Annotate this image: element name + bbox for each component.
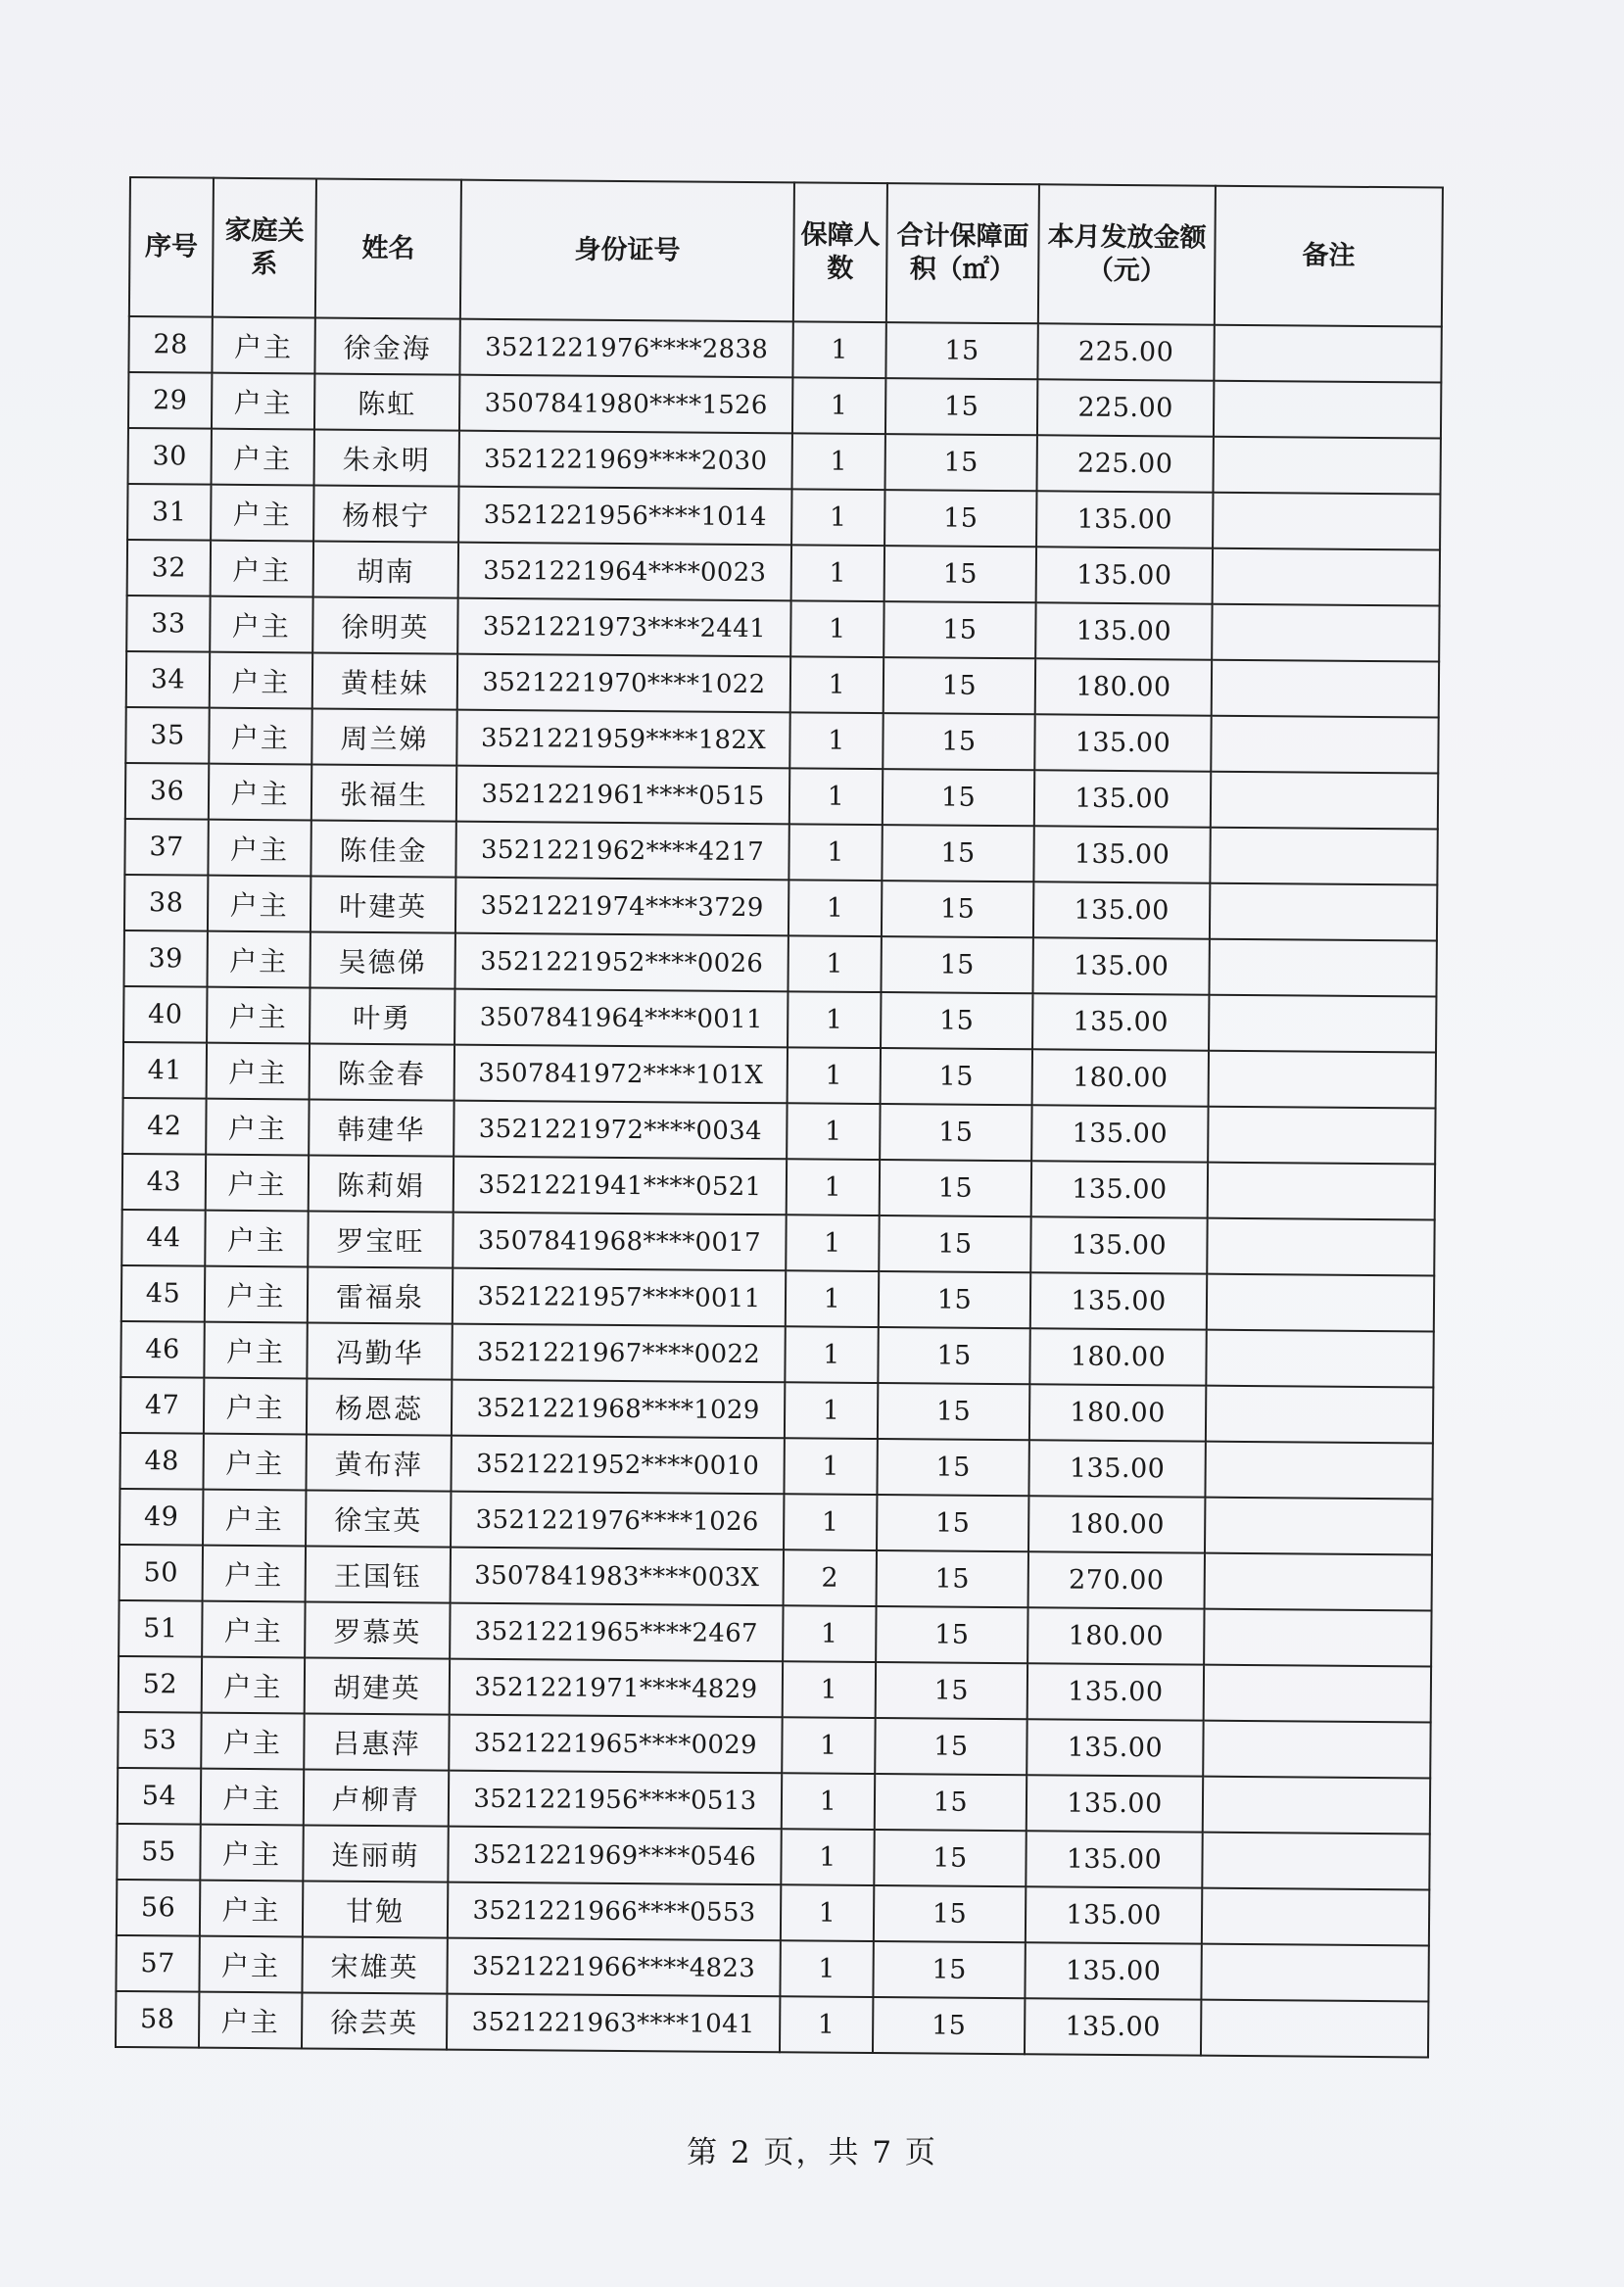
table-row <box>126 596 1439 662</box>
cell-amount: 135.00 <box>1032 937 1209 994</box>
cell-area: 15 <box>885 322 1037 379</box>
cell-seq: 29 <box>128 372 212 429</box>
cell-name: 徐明英 <box>312 596 457 653</box>
cell-persons: 1 <box>789 712 883 769</box>
cell-seq: 31 <box>127 484 211 541</box>
cell-persons: 1 <box>787 1159 880 1215</box>
cell-name: 胡南 <box>313 541 458 597</box>
cell-id-number: 3521221952****0010 <box>451 1436 784 1495</box>
cell-amount: 180.00 <box>1029 1328 1206 1385</box>
cell-seq: 54 <box>118 1768 201 1825</box>
cell-name: 吕惠萍 <box>304 1713 449 1770</box>
cell-area: 15 <box>877 1495 1028 1551</box>
cell-amount: 135.00 <box>1026 1886 1202 1943</box>
cell-name: 杨恩蕊 <box>307 1378 452 1435</box>
table-row <box>119 1600 1431 1667</box>
cell-id-number: 3521221965****0029 <box>449 1715 782 1774</box>
cell-seq: 49 <box>119 1489 203 1546</box>
table-row <box>128 372 1441 439</box>
cell-persons: 1 <box>783 1661 876 1718</box>
cell-name: 吴德俤 <box>310 931 454 988</box>
table-row <box>128 316 1441 383</box>
table-row <box>125 763 1438 830</box>
cell-seq: 40 <box>123 986 207 1043</box>
cell-seq: 36 <box>125 763 209 820</box>
cell-id-number: 3521221976****2838 <box>459 319 792 378</box>
cell-remark <box>1213 548 1440 606</box>
cell-name: 朱永明 <box>314 429 459 486</box>
cell-amount: 135.00 <box>1025 1998 1201 2055</box>
cell-persons: 1 <box>785 1326 878 1383</box>
cell-name: 陈虹 <box>314 373 459 430</box>
cell-id-number: 3507841972****101X <box>454 1045 788 1104</box>
cell-id-number: 3521221941****0521 <box>454 1157 787 1215</box>
cell-persons: 1 <box>791 489 884 546</box>
cell-remark <box>1207 1218 1434 1276</box>
cell-area: 15 <box>875 1718 1027 1775</box>
cell-id-number: 3521221952****0026 <box>454 933 788 992</box>
cell-relation: 户主 <box>207 987 310 1044</box>
table-row <box>116 1991 1428 2058</box>
table-row <box>123 1042 1436 1109</box>
cell-id-number: 3521221959****182X <box>456 710 789 769</box>
cell-relation: 户主 <box>211 541 313 597</box>
cell-area: 15 <box>884 490 1036 547</box>
table-row <box>124 819 1437 885</box>
header-amount: 本月发放金额（元） <box>1038 184 1216 324</box>
cell-seq: 53 <box>118 1712 201 1769</box>
cell-seq: 56 <box>117 1880 200 1936</box>
cell-id-number: 3521221969****2030 <box>459 431 792 490</box>
cell-persons: 1 <box>786 1215 879 1271</box>
cell-amount: 225.00 <box>1037 435 1214 492</box>
cell-id-number: 3521221967****0022 <box>452 1324 785 1383</box>
cell-persons: 1 <box>788 1047 881 1104</box>
cell-remark <box>1207 1274 1434 1332</box>
cell-amount: 135.00 <box>1028 1440 1205 1497</box>
cell-relation: 户主 <box>208 876 310 932</box>
cell-id-number: 3507841983****003X <box>451 1548 784 1606</box>
cell-area: 15 <box>873 1997 1025 2054</box>
cell-persons: 1 <box>784 1494 877 1550</box>
cell-amount: 135.00 <box>1036 547 1213 603</box>
cell-id-number: 3521221970****1022 <box>457 654 790 713</box>
cell-area: 15 <box>877 1550 1028 1607</box>
cell-amount: 135.00 <box>1030 1272 1207 1329</box>
cell-area: 15 <box>874 1885 1026 1942</box>
cell-persons: 1 <box>784 1438 877 1495</box>
cell-relation: 户主 <box>212 317 314 374</box>
cell-persons: 1 <box>781 1829 874 1885</box>
cell-area: 15 <box>881 936 1032 993</box>
cell-amount: 135.00 <box>1033 826 1210 882</box>
table-row <box>120 1321 1433 1388</box>
table-row <box>119 1433 1432 1500</box>
cell-remark <box>1201 2000 1428 2058</box>
cell-name: 徐金海 <box>314 317 459 374</box>
cell-persons: 1 <box>782 1773 875 1830</box>
cell-relation: 户主 <box>204 1378 307 1435</box>
table-row <box>121 1265 1434 1332</box>
table-row <box>116 1935 1428 2002</box>
cell-id-number: 3521221957****0011 <box>453 1268 786 1327</box>
cell-area: 15 <box>879 1271 1030 1328</box>
header-id: 身份证号 <box>460 180 794 322</box>
table-row <box>123 986 1436 1053</box>
cell-id-number: 3521221969****0546 <box>448 1827 781 1885</box>
cell-seq: 37 <box>124 819 208 876</box>
cell-name: 周兰娣 <box>311 708 456 765</box>
cell-name: 黄布萍 <box>306 1434 451 1491</box>
cell-relation: 户主 <box>201 1769 304 1826</box>
cell-remark <box>1202 1833 1429 1890</box>
cell-amount: 180.00 <box>1035 658 1212 715</box>
table-row <box>118 1712 1430 1779</box>
table-row <box>119 1489 1432 1555</box>
cell-seq: 47 <box>120 1377 204 1434</box>
table-row <box>124 930 1437 997</box>
allowance-table <box>115 176 1444 2058</box>
cell-seq: 32 <box>127 540 211 596</box>
cell-area: 15 <box>880 1104 1031 1161</box>
cell-relation: 户主 <box>208 931 310 988</box>
cell-area: 15 <box>878 1383 1029 1440</box>
cell-seq: 38 <box>124 875 208 931</box>
cell-id-number: 3521221976****1026 <box>451 1492 784 1550</box>
cell-id-number: 3521221961****0515 <box>456 766 789 825</box>
cell-persons: 1 <box>790 600 884 657</box>
cell-relation: 户主 <box>201 1713 304 1770</box>
cell-name: 冯勤华 <box>307 1322 452 1379</box>
cell-area: 15 <box>885 434 1037 491</box>
cell-area: 15 <box>883 769 1034 826</box>
cell-remark <box>1209 1051 1436 1109</box>
cell-name: 叶建英 <box>310 876 455 932</box>
cell-persons: 1 <box>786 1270 879 1327</box>
cell-remark <box>1205 1442 1432 1500</box>
cell-amount: 135.00 <box>1027 1663 1204 1720</box>
cell-relation: 户主 <box>205 1266 308 1323</box>
cell-remark <box>1213 437 1440 495</box>
cell-name: 甘勉 <box>303 1881 448 1937</box>
cell-id-number: 3521221974****3729 <box>455 878 788 936</box>
table-row <box>128 428 1441 495</box>
cell-name: 叶勇 <box>310 987 454 1044</box>
cell-id-number: 3521221963****1041 <box>447 1994 780 2053</box>
cell-amount: 135.00 <box>1034 770 1211 827</box>
table-row <box>119 1656 1431 1723</box>
table-header <box>129 177 1443 327</box>
cell-name: 罗慕英 <box>305 1601 450 1658</box>
cell-name: 陈金春 <box>310 1043 454 1100</box>
cell-remark <box>1202 1888 1429 1946</box>
cell-remark <box>1214 325 1441 383</box>
cell-name: 卢柳青 <box>304 1769 449 1826</box>
cell-id-number: 3507841968****0017 <box>453 1213 786 1271</box>
cell-seq: 57 <box>116 1935 199 1992</box>
cell-id-number: 3521221973****2441 <box>457 598 790 657</box>
cell-seq: 50 <box>119 1545 203 1601</box>
cell-amount: 270.00 <box>1028 1551 1205 1608</box>
cell-name: 陈佳金 <box>310 820 455 877</box>
cell-persons: 1 <box>790 656 884 713</box>
cell-area: 15 <box>882 825 1033 881</box>
cell-relation: 户主 <box>206 1155 309 1212</box>
cell-persons: 1 <box>788 880 882 936</box>
cell-seq: 39 <box>124 930 208 987</box>
cell-amount: 135.00 <box>1031 1161 1208 1217</box>
cell-amount: 135.00 <box>1027 1775 1203 1832</box>
cell-persons: 1 <box>780 1996 873 2053</box>
cell-id-number: 3507841980****1526 <box>459 375 792 434</box>
cell-persons: 2 <box>784 1549 877 1606</box>
cell-amount: 180.00 <box>1028 1496 1205 1552</box>
cell-remark <box>1210 883 1437 941</box>
cell-remark <box>1205 1498 1432 1555</box>
table-row <box>120 1377 1433 1444</box>
cell-name: 陈莉娟 <box>309 1155 454 1212</box>
cell-remark <box>1212 604 1439 662</box>
cell-seq: 51 <box>119 1600 202 1657</box>
cell-seq: 34 <box>126 651 210 708</box>
table-body <box>116 316 1442 2057</box>
cell-remark <box>1204 1609 1431 1667</box>
cell-seq: 45 <box>121 1265 205 1322</box>
cell-area: 15 <box>881 1048 1032 1105</box>
cell-id-number: 3521221968****1029 <box>452 1380 785 1439</box>
cell-id-number: 3521221966****4823 <box>447 1938 780 1997</box>
cell-area: 15 <box>877 1439 1028 1496</box>
cell-id-number: 3521221965****2467 <box>450 1603 783 1662</box>
cell-remark <box>1213 493 1440 550</box>
cell-seq: 41 <box>123 1042 207 1099</box>
cell-name: 张福生 <box>311 764 456 821</box>
cell-area: 15 <box>884 601 1035 658</box>
cell-remark <box>1209 939 1436 997</box>
table-row <box>127 484 1440 550</box>
cell-relation: 户主 <box>206 1099 309 1156</box>
cell-remark <box>1203 1721 1430 1779</box>
cell-amount: 135.00 <box>1026 1831 1202 1887</box>
cell-area: 15 <box>882 881 1033 937</box>
cell-remark <box>1214 381 1441 439</box>
cell-id-number: 3507841964****0011 <box>454 989 788 1048</box>
cell-id-number: 3521221956****0513 <box>449 1771 782 1830</box>
cell-remark <box>1209 995 1436 1053</box>
cell-relation: 户主 <box>212 429 314 486</box>
allowance-table-wrapper <box>115 176 1444 2058</box>
cell-amount: 135.00 <box>1027 1719 1203 1776</box>
cell-relation: 户主 <box>205 1211 308 1267</box>
header-seq: 序号 <box>129 177 214 317</box>
header-remark: 备注 <box>1215 186 1443 327</box>
cell-remark <box>1211 772 1438 830</box>
header-persons: 保障人数 <box>793 182 887 322</box>
cell-amount: 225.00 <box>1037 323 1214 380</box>
cell-persons: 1 <box>792 433 885 490</box>
table-row <box>126 651 1439 718</box>
cell-id-number: 3521221972****0034 <box>454 1101 787 1160</box>
cell-persons: 1 <box>780 1940 873 1997</box>
cell-relation: 户主 <box>207 1043 310 1100</box>
cell-area: 15 <box>876 1606 1027 1663</box>
cell-seq: 33 <box>126 596 210 652</box>
cell-seq: 42 <box>122 1098 206 1155</box>
cell-seq: 58 <box>116 1991 199 2048</box>
cell-relation: 户主 <box>209 708 311 765</box>
cell-seq: 48 <box>119 1433 203 1490</box>
header-row <box>129 177 1443 327</box>
cell-remark <box>1210 828 1437 885</box>
cell-relation: 户主 <box>208 820 310 877</box>
cell-amount: 135.00 <box>1035 602 1212 659</box>
cell-remark <box>1201 1944 1428 2002</box>
cell-remark <box>1205 1553 1432 1611</box>
cell-remark <box>1203 1777 1430 1834</box>
header-area: 合计保障面积（㎡） <box>886 183 1039 323</box>
cell-persons: 1 <box>788 824 882 881</box>
cell-relation: 户主 <box>210 596 312 653</box>
cell-relation: 户主 <box>202 1657 305 1714</box>
table-row <box>117 1824 1429 1890</box>
cell-remark <box>1208 1107 1435 1165</box>
table-row <box>122 1154 1435 1220</box>
cell-relation: 户主 <box>203 1490 306 1547</box>
cell-id-number: 3521221962****4217 <box>455 822 788 881</box>
cell-id-number: 3521221966****0553 <box>448 1882 781 1941</box>
table-row <box>119 1545 1432 1611</box>
cell-amount: 180.00 <box>1032 1049 1209 1106</box>
cell-amount: 135.00 <box>1036 491 1213 548</box>
cell-id-number: 3521221956****1014 <box>458 487 791 546</box>
cell-relation: 户主 <box>199 1936 302 1993</box>
cell-amount: 225.00 <box>1037 379 1214 436</box>
cell-seq: 30 <box>128 428 212 485</box>
cell-persons: 1 <box>791 545 884 601</box>
cell-remark <box>1204 1665 1431 1723</box>
table-row <box>117 1880 1429 1946</box>
cell-relation: 户主 <box>203 1434 306 1491</box>
cell-persons: 1 <box>792 321 885 378</box>
cell-persons: 1 <box>792 377 885 434</box>
cell-id-number: 3521221971****4829 <box>450 1659 783 1718</box>
cell-relation: 户主 <box>209 764 311 821</box>
cell-name: 黄桂妹 <box>312 652 457 709</box>
cell-relation: 户主 <box>199 1992 302 2049</box>
cell-area: 15 <box>884 546 1036 602</box>
cell-amount: 135.00 <box>1034 714 1211 771</box>
cell-area: 15 <box>876 1662 1027 1719</box>
cell-relation: 户主 <box>200 1825 303 1882</box>
cell-name: 胡建英 <box>305 1657 450 1714</box>
cell-amount: 135.00 <box>1030 1216 1207 1273</box>
cell-relation: 户主 <box>210 652 312 709</box>
cell-relation: 户主 <box>212 373 314 430</box>
table-row <box>124 875 1437 941</box>
cell-amount: 135.00 <box>1032 993 1209 1050</box>
cell-area: 15 <box>875 1774 1027 1831</box>
cell-area: 15 <box>881 992 1032 1049</box>
cell-seq: 28 <box>128 316 212 373</box>
cell-persons: 1 <box>788 935 881 992</box>
cell-remark <box>1211 716 1438 774</box>
cell-persons: 1 <box>787 1103 880 1160</box>
cell-name: 杨根宁 <box>313 485 458 542</box>
cell-name: 宋雄英 <box>302 1936 447 1993</box>
table-row <box>125 707 1438 774</box>
cell-seq: 35 <box>125 707 209 764</box>
cell-relation: 户主 <box>204 1322 307 1379</box>
cell-name: 徐芸英 <box>302 1992 447 2049</box>
cell-relation: 户主 <box>202 1601 305 1658</box>
cell-name: 韩建华 <box>309 1099 454 1156</box>
cell-area: 15 <box>873 1941 1025 1998</box>
cell-persons: 1 <box>783 1605 876 1662</box>
cell-remark <box>1206 1330 1433 1388</box>
cell-name: 连丽萌 <box>303 1825 448 1882</box>
cell-persons: 1 <box>781 1884 874 1941</box>
cell-area: 15 <box>884 657 1035 714</box>
table-row <box>121 1210 1434 1276</box>
cell-name: 王国钰 <box>306 1546 451 1602</box>
cell-persons: 1 <box>788 991 881 1048</box>
cell-area: 15 <box>885 378 1037 435</box>
page-number: 第 2 页，共 7 页 <box>687 2135 937 2170</box>
cell-name: 徐宝英 <box>306 1490 451 1547</box>
cell-seq: 55 <box>117 1824 200 1881</box>
cell-id-number: 3521221964****0023 <box>458 543 791 601</box>
header-name: 姓名 <box>315 179 461 319</box>
cell-remark <box>1212 660 1439 718</box>
cell-name: 雷福泉 <box>308 1266 453 1323</box>
table-row <box>122 1098 1435 1165</box>
cell-seq: 43 <box>122 1154 206 1211</box>
cell-persons: 1 <box>789 768 883 825</box>
cell-persons: 1 <box>782 1717 875 1774</box>
cell-amount: 135.00 <box>1033 881 1210 938</box>
cell-seq: 52 <box>119 1656 202 1713</box>
cell-relation: 户主 <box>211 485 313 542</box>
cell-area: 15 <box>883 713 1034 770</box>
cell-amount: 135.00 <box>1031 1105 1208 1162</box>
table-row <box>127 540 1440 606</box>
cell-area: 15 <box>878 1327 1029 1384</box>
cell-persons: 1 <box>785 1382 878 1439</box>
table-row <box>118 1768 1430 1834</box>
cell-relation: 户主 <box>200 1881 303 1937</box>
cell-seq: 46 <box>120 1321 204 1378</box>
cell-remark <box>1208 1163 1435 1220</box>
cell-amount: 180.00 <box>1029 1384 1206 1441</box>
cell-area: 15 <box>874 1830 1026 1886</box>
cell-amount: 135.00 <box>1025 1942 1201 1999</box>
cell-name: 罗宝旺 <box>308 1211 453 1267</box>
cell-remark <box>1206 1386 1433 1444</box>
cell-seq: 44 <box>121 1210 205 1266</box>
cell-relation: 户主 <box>203 1546 306 1602</box>
cell-area: 15 <box>880 1160 1031 1216</box>
header-relation: 家庭关系 <box>213 178 316 318</box>
cell-area: 15 <box>879 1215 1030 1272</box>
cell-amount: 180.00 <box>1027 1607 1204 1664</box>
